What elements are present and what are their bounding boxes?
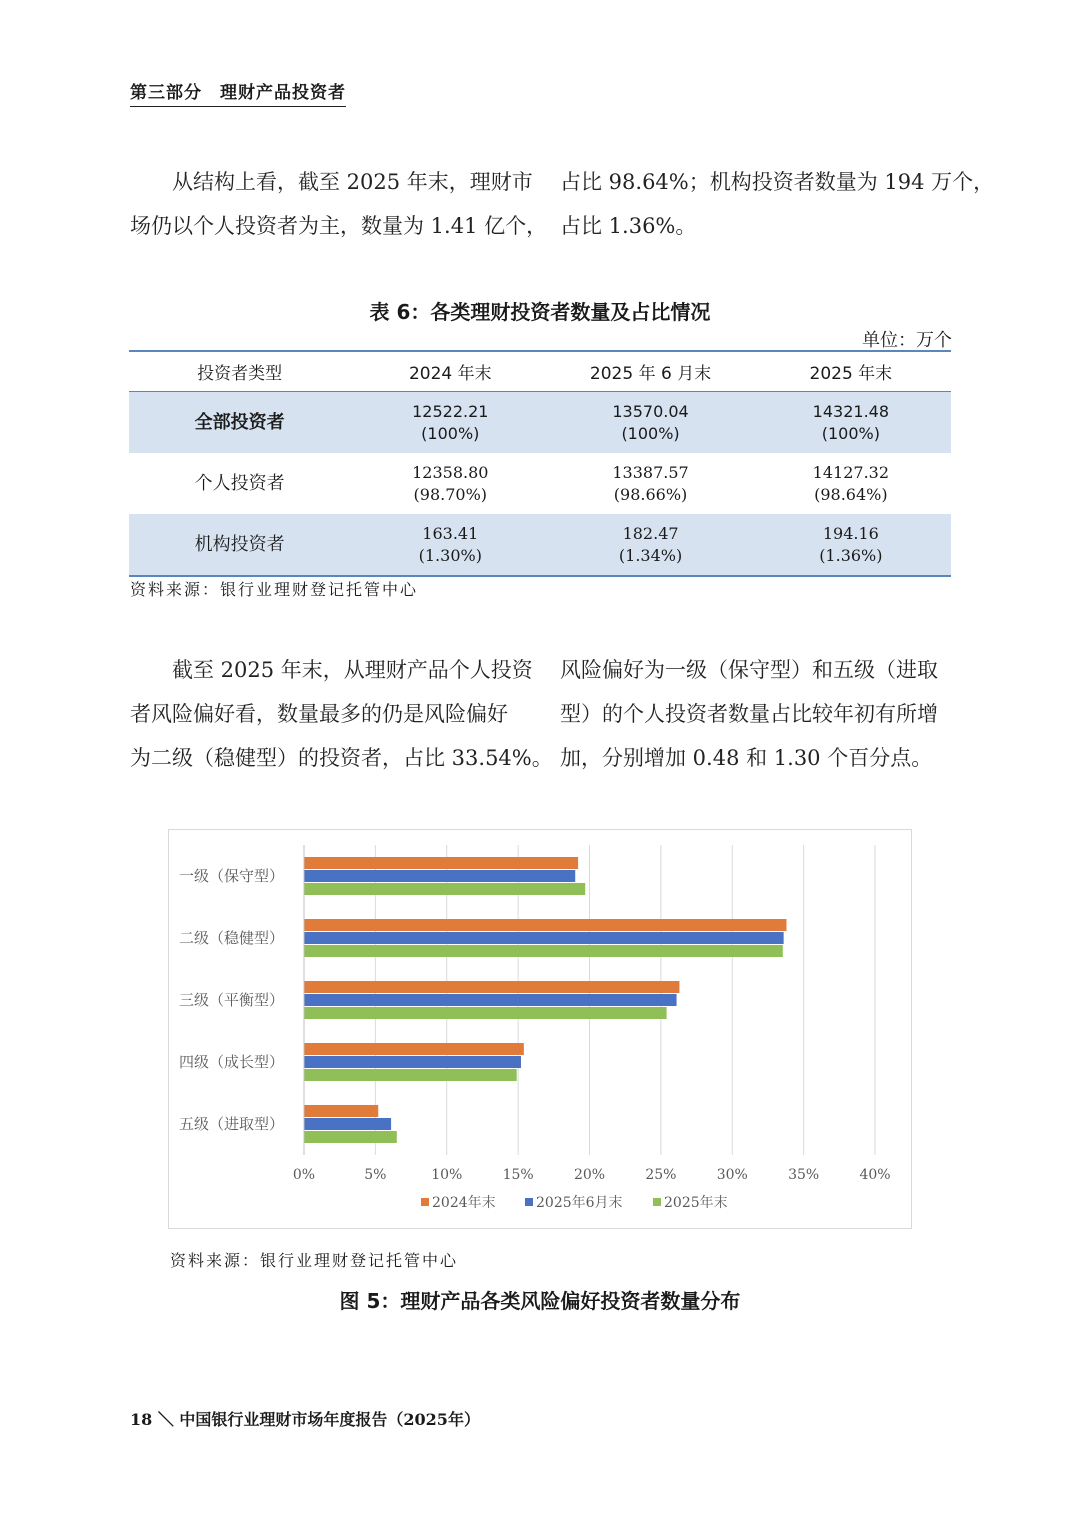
x-tick-label: 25% xyxy=(645,1167,677,1183)
row-label: 机构投资者 xyxy=(129,514,350,576)
investor-table xyxy=(129,350,951,577)
table-cell: 14321.48 (100%) xyxy=(751,392,951,454)
table-source: 资料来源：银行业理财登记托管中心 xyxy=(130,580,419,599)
x-tick-label: 5% xyxy=(364,1167,387,1183)
paragraph-line: 者风险偏好看，数量最多的仍是风险偏好 xyxy=(130,702,508,726)
table-unit: 单位：万个 xyxy=(862,330,952,351)
bar xyxy=(304,981,679,993)
table-title: 表 6：各类理财投资者数量及占比情况 xyxy=(369,300,711,324)
table-cell: 163.41 (1.30%) xyxy=(350,514,550,576)
paragraph-1-right xyxy=(560,160,994,248)
table-cell: 13570.04 (100%) xyxy=(550,392,750,454)
risk-preference-bar-chart xyxy=(169,830,911,1228)
bar xyxy=(304,1131,397,1143)
legend-label: 2024年末 xyxy=(432,1195,496,1211)
legend-swatch xyxy=(421,1198,429,1206)
bar xyxy=(304,1007,667,1019)
category-label: 二级（稳健型） xyxy=(178,929,284,947)
legend-swatch xyxy=(525,1198,533,1206)
table-cell: 182.47 (1.34%) xyxy=(550,514,750,576)
paragraph-line: 加，分别增加 0.48 和 1.30 个百分点。 xyxy=(560,746,933,770)
x-tick-label: 15% xyxy=(502,1167,534,1183)
legend-label: 2025年6月末 xyxy=(536,1195,623,1211)
paragraph-line: 从结构上看，截至 2025 年末，理财市 xyxy=(172,170,533,194)
x-tick-label: 30% xyxy=(716,1167,748,1183)
x-tick-label: 40% xyxy=(859,1167,891,1183)
table-header-row xyxy=(129,351,951,392)
paragraph-line: 型）的个人投资者数量占比较年初有所增 xyxy=(560,702,938,726)
paragraph-1-left xyxy=(130,160,547,248)
bar xyxy=(304,883,585,895)
chart-container xyxy=(168,829,912,1229)
category-label: 三级（平衡型） xyxy=(178,991,284,1009)
header-cell: 投资者类型 xyxy=(129,351,350,392)
table-cell: 13387.57 (98.66%) xyxy=(612,462,689,504)
bar xyxy=(304,1105,378,1117)
paragraph-line: 占比 98.64%；机构投资者数量为 194 万个， xyxy=(560,170,995,194)
bar xyxy=(304,1118,391,1130)
category-label: 一级（保守型） xyxy=(178,867,284,885)
bar xyxy=(304,1056,521,1068)
bar xyxy=(304,857,578,869)
x-tick-label: 20% xyxy=(573,1167,606,1183)
table-row xyxy=(129,514,951,576)
table-row xyxy=(129,392,951,454)
bar xyxy=(304,870,575,882)
table-cell: 12522.21 (100%) xyxy=(350,392,550,454)
legend-swatch xyxy=(653,1198,661,1206)
bar xyxy=(304,945,783,957)
paragraph-line: 占比 1.36%。 xyxy=(560,214,697,238)
x-tick-label: 0% xyxy=(292,1167,316,1183)
bar xyxy=(304,919,786,931)
row-label: 个人投资者 xyxy=(194,472,285,494)
page-footer: 18 ＼ 中国银行业理财市场年度报告（2025年） xyxy=(130,1410,480,1429)
table-cell: 194.16 (1.36%) xyxy=(751,514,951,576)
figure-source: 资料来源：银行业理财登记托管中心 xyxy=(170,1251,459,1270)
bar xyxy=(304,932,784,944)
legend-label: 2025年末 xyxy=(664,1195,728,1211)
bar xyxy=(304,994,677,1006)
x-tick-label: 35% xyxy=(788,1167,820,1183)
category-label: 四级（成长型） xyxy=(178,1053,284,1071)
paragraph-2-left xyxy=(130,648,553,780)
category-label: 五级（进取型） xyxy=(178,1115,284,1133)
bar xyxy=(304,1043,524,1055)
paragraph-line: 为二级（稳健型）的投资者，占比 33.54%。 xyxy=(130,746,553,770)
header-cell: 2024 年末 xyxy=(350,351,550,392)
table-cell: 14127.32 (98.64%) xyxy=(812,462,890,504)
figure-title: 图 5：理财产品各类风险偏好投资者数量分布 xyxy=(339,1289,741,1313)
paragraph-line: 截至 2025 年末，从理财产品个人投资 xyxy=(172,658,533,682)
row-label: 全部投资者 xyxy=(129,392,350,454)
table-row xyxy=(129,453,951,514)
paragraph-line: 场仍以个人投资者为主，数量为 1.41 亿个， xyxy=(130,214,548,238)
x-tick-label: 10% xyxy=(431,1167,463,1183)
section-header: 第三部分 理财产品投资者 xyxy=(130,78,346,107)
header-cell: 2025 年 6 月末 xyxy=(550,351,750,392)
table-cell: 12358.80 (98.70%) xyxy=(412,462,489,504)
paragraph-line: 风险偏好为一级（保守型）和五级（进取 xyxy=(560,658,938,682)
bar xyxy=(304,1069,517,1081)
header-cell: 2025 年末 xyxy=(751,351,951,392)
paragraph-2-right xyxy=(560,648,938,780)
